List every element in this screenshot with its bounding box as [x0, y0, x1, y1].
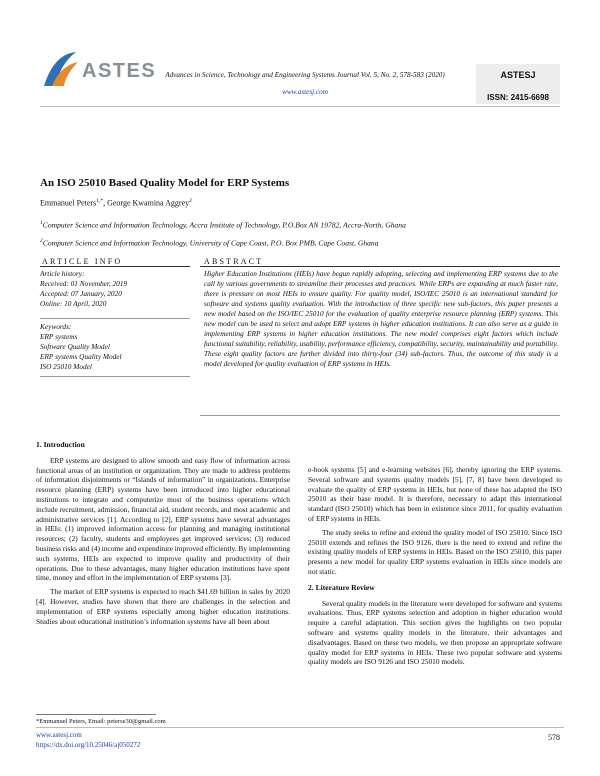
history-line: Article history:	[40, 269, 85, 278]
page-number: 578	[548, 733, 560, 742]
paragraph: Several quality models in the literature were developed for software and systems evaluations. Thus, ERP systems selection and adoption in higher education would require a careful adaptation. This section gives the highlights on two popular software and systems quality models in the literature, their advantages and disadvantages. Based on these two models, we then propose an appropriate software quality model for ERP systems in HEIs. These two popular software and systems quality models are ISO 9126 and ISO 25010 models.	[308, 598, 562, 667]
author-name: Emmanuel Peters	[40, 198, 97, 208]
abstract-text: Higher Education Institutions (HEIs) have begun rapidly adopting, selecting and implementing ERP systems due to the call by various governments to streamline their processes and practices. While ERPs are expanding at much faster rate, there is pressure on most HEIs to ensure quality. For quality model, ISO/IEC 25010 is an international standard for software and systems quality evaluation. With the introduction of three specific new sub-factors, this paper presents a new model based on the ISO/IEC 25010 for the evaluation of quality enterprise resource planning (ERP) systems. This new model can be used to select and adopt ERP systems in higher education institutions. It can also serve as a guide in implementing ERP systems in higher education institutions. The new model comprises eight factors which include functional suitability, reliability, usability, performance efficiency, compatibility, security, maintainability and portability. These eight quality factors are further divided into thirty-four (34) sub-factors. Thus, the outcome of this study is a model developed for quality evaluation of ERP systems in HEIs.	[204, 269, 558, 368]
logo-emblem-icon	[40, 46, 80, 92]
abstract-heading: ABSTRACT	[204, 257, 264, 266]
keywords	[40, 322, 190, 372]
keyword-line: Keywords:	[40, 322, 72, 331]
footer-divider	[36, 727, 564, 728]
paragraph: ERP systems are designed to allow smooth and easy flow of information across functional areas of an institution or organization. They are made to address problems of information disjointments or “Islands of information” in organizations. Enterprise resource planning (ERP) systems have been introduced into higher educational institutions to integrate and computerize most of the business operations which include recruitment, admission, financial aid, student records, and most academic and administrative services [1]. According to [2], ERP systems have several advantages in HEIs: (1) improved information access for planning and managing institutional resources; (2) faculty, students and employees get improved services; (3) reduced business risks and (4) income and expenditure improved efficiently. By implementing such systems, HEIs are expected to improve quality and productivity of their operations. Due to these advantages, many higher education institutions have spent time, money and effort in the implementation of ERP systems [3].	[36, 455, 290, 583]
paragraph: e-book systems [5] and e-learning websites [6], thereby ignoring the ERP systems. Several software and systems quality models [5], [7, 8] have been developed to evaluate the quality of ERP systems in HEIs, but none of these has adapted the ISO 25010 as their base model. It is therefore, necessary to adapt this international standard (ISO 25010) which has been in existence since 2011, for quality evaluation of ERP systems in HEIs.	[308, 465, 562, 523]
corresponding-author-footnote: *Emmanuel Peters, Email: peterse30@gmail.com	[36, 718, 166, 725]
divider	[40, 266, 190, 267]
doi-link[interactable]: https://dx.doi.org/10.25046/aj050272	[36, 741, 141, 749]
keyword-line: ISO 25010 Model	[40, 362, 92, 371]
affiliation-text: Computer Science and Information Technology, Accra Institute of Technology, P.O.Box AN 19782, Accra-North, Ghana	[42, 220, 406, 230]
divider	[40, 376, 190, 377]
paragraph: The study seeks to refine and extend the quality model of ISO 25010. Since ISO 25010 extends and refines the ISO 9126, there is the need to extend and refine the existing quality models of ERP systems in HEIs. Based on the ISO 25010, this paper presents a new model for quality ERP systems evaluation in HEIs since models are not static.	[308, 527, 562, 576]
divider	[200, 266, 560, 267]
history-line: Accepted: 07 January, 2020	[40, 289, 122, 298]
keyword-line: Software Quality Model	[40, 342, 110, 351]
body-column-left	[36, 440, 290, 630]
affiliation	[40, 238, 379, 248]
affiliation	[40, 220, 406, 230]
history-line: Received: 01 November, 2019	[40, 279, 128, 288]
header-divider	[40, 106, 560, 107]
author-name: , George Kwamina Aggrey	[103, 198, 190, 208]
author-sup: 2	[189, 198, 192, 204]
section-heading: 1. Introduction	[36, 440, 85, 449]
paragraph: The market of ERP systems is expected to reach $41.69 billion in sales by 2020 [4]. However, studies have shown that there are challenges in the selection and implementation of ERP systems especially among higher education institutions. Studies about educational institution’s information systems have all been about	[36, 587, 290, 626]
affiliation-text: Computer Science and Information Technology, University of Cape Coast, P.O. Box PMB, Cape Coast, Ghana	[42, 238, 379, 248]
history-line: Online: 10 April, 2020	[40, 299, 107, 308]
journal-url-link[interactable]: www.astesj.com	[282, 88, 328, 96]
issn-label: ISSN: 2415-6698	[487, 93, 549, 102]
footer-url-link[interactable]: www.astesj.com	[36, 731, 82, 739]
body-column-right	[308, 465, 562, 671]
article-info-heading: ARTICLE INFO	[42, 257, 123, 266]
journal-logo	[40, 46, 157, 98]
keyword-line: ERP systems Quality Model	[40, 352, 122, 361]
section-heading: 2. Literature Review	[308, 582, 375, 592]
article-history	[40, 269, 190, 309]
journal-abbrev: ASTESJ	[500, 70, 536, 80]
author-sup: 1,*	[96, 198, 104, 204]
journal-citation: Advances in Science, Technology and Engineering Systems Journal Vol. 5, No. 2, 578-583 (2020)	[165, 71, 445, 79]
author-list	[40, 198, 192, 208]
divider	[200, 415, 560, 416]
footnote-divider	[36, 714, 156, 715]
paper-title: An ISO 25010 Based Quality Model for ERP Systems	[40, 177, 290, 189]
affiliation-sup: 2	[40, 238, 43, 244]
affiliation-sup: 1	[40, 220, 43, 226]
divider	[40, 318, 190, 319]
keyword-line: ERP systems	[40, 332, 78, 341]
logo-text: ASTES	[82, 60, 157, 82]
